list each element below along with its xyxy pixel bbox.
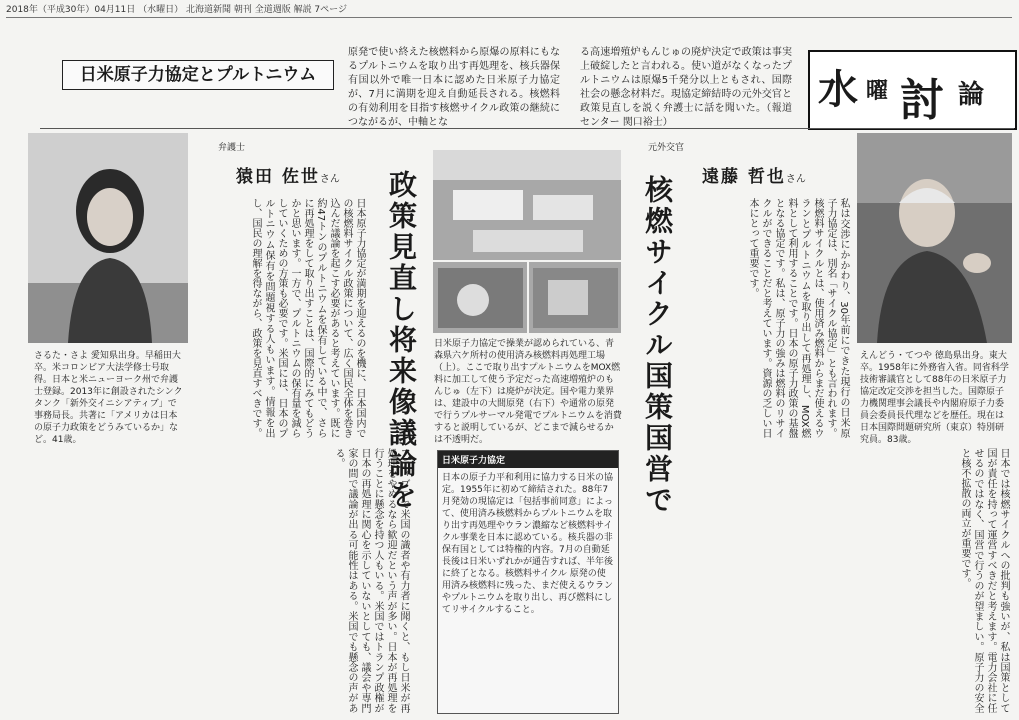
lead-col-2: る高速増殖炉もんじゅの廃炉決定で政策は事実上破綻したと言われる。使い道がなくなったプルトニウムは原爆5千発分以上ともされ、国際社会の懸念材料だ。現協定締結時の元外交官と政策見直しを説く弁護士に話を聞いた。（報道センター 関口裕士） [580, 47, 792, 128]
logo-char-3: 討 [900, 75, 944, 126]
right-person-role: 元外交官 [648, 143, 685, 153]
right-person-name [702, 162, 806, 187]
lead-paragraph [348, 46, 793, 128]
right-person-name-text: 遠藤 哲也 [702, 167, 786, 187]
left-person-body: 日本原子力協定が満期を迎えるのを機に、日本国内での核燃料サイクル政策について、広く国民全体を巻き込んだ議論を起こす必要があると考えています。既に約47トンのプルトニウムを保有している中で、さらに再処理をして取り出すことは、国際的にみてもどうかと思います。一方で、プルトニウムの保有量を減らしていくための方策も必要です。米国には、日本のプルトニウム保有を問題視する人もいます。情報を出し、国民の理解を得ながら、政策を見直すべきです。 [250, 198, 365, 438]
series-logo [808, 50, 1017, 130]
left-person-name [236, 162, 340, 187]
right-headline: 核燃サイクル国策国営で [641, 175, 674, 516]
left-person-bio: さるた・さよ 愛知県出身。早稲田大卒。米コロンビア大法学修士号取得。日本と米ニューヨーク州で弁護士登録。2013年に創設されたシンクタンク「新外交イニシアティブ」で事務局長。共著に「アメリカは日本の原子力政策をどうみているか」など。41歳。 [34, 351, 183, 445]
memo-body: 日本の原子力平和利用に協力する日米の協定。1955年に初めて締結された。88年7月発効の現協定は「包括事前同意」によって、使用済み核燃料からプルトニウムを取り出す再処理やウラン濃縮など核燃料サイクル事業を日本に認めている。核兵器の非保有国としては特権的内容。7月の自動延長後は日米いずれかが通告すれば、半年後に終了となる。核燃料サイクル 原発の使用済み核燃料に残った、まだ使えるウランやプルトニウムを取り出し、再び燃料にしてリサイクルすること。 [442, 473, 614, 615]
right-person-photo [857, 133, 1012, 343]
logo-char-1: 水 [818, 66, 858, 113]
right-person-bio: えんどう・てつや 徳島県出身。東大卒。1958年に外務省入省。同省科学技術審議官として88年の日米原子力協定改定交渉を担当した。国際原子力機関理事会議長や内閣府原子力委員会委員長代理などを歴任。現在は日本国際問題研究所（東京）特別研究員。83歳。 [860, 351, 1009, 445]
logo-char-2: 曜 [866, 78, 889, 104]
article-title: 日米原子力協定とプルトニウム [62, 60, 334, 90]
page-header-dateline: 2018年（平成30年）04月11日 （水曜日） 北海道新聞 朝刊 全道週版 解説 7ページ [6, 3, 1012, 18]
center-photo-facility [433, 150, 621, 333]
lead-col-1: 原発で使い終えた核燃料から原爆の原料にもなるプルトニウムを取り出す再処理を、核兵器保有国以外で唯一日本に認めた日米原子力協定が、7月に満期を迎え自動延長される。核燃料の有効利用を目指す核燃サイクル政策の継続につながるが、中軸とな [348, 47, 560, 128]
center-photo-caption: 日米原子力協定で操業が認められている、青森県六ケ所村の使用済み核燃料再処理工場（上）。ここで取り出すプルトニウムをMOX燃料に加工して使う予定だった高速増殖炉のもんじゅ（左下）は廃炉が決定。国や電力業界は、建設中の大間原発（右下）や通常の原発で行うプルサーマル発電でプルトニウムを消費すると説明しているが、どこまで減らせるかは不透明だ。 [434, 339, 622, 445]
left-person-honorific: さん [319, 174, 340, 185]
left-person-photo [28, 133, 188, 343]
left-headline: 政策見直し将来像議論を [385, 170, 418, 511]
logo-char-4: 論 [958, 80, 985, 110]
right-person-body: 私は交渉にかかわり、30年前にできた現行の日米原子力協定は、別名「サイクル協定」とも言われます。核燃料サイクルとは、使用済み燃料からまだ使えるウランとプルトニウムを取り出して再処理し、MOX燃料として利用することです。日本の原子力政策の基盤となる協定です。私は、原子力の強みは燃料のリサイクルができることだと考えています。資源の乏しい日本にとって重要です。 [747, 198, 849, 438]
section-divider [40, 128, 1014, 129]
left-person-name-text: 猿田 佐世 [236, 167, 320, 187]
column-5-text: アティブ」で米国の識者や有力者に聞くと、もし日米が再処理をやめるなら歓迎だという声が多い。日本が再処理を行うことに懸念を持つ人もいる。米国ではトランプ政権が日本の再処理に関心を示していないとしても、議会や専門家の間で議論が出る可能性はある。米国でも懸念の声がある。 [333, 448, 409, 713]
column-6-text: 日本では核燃サイクルへの批判も強いが、私は国策として国が責任を持って運営すべきだと考えます。電力会社に任せるのではなく、国営で行うのが望ましい。原子力の安全と核不拡散の両立が重要です。 [959, 448, 1009, 713]
right-person-honorific: さん [785, 174, 806, 185]
memo-box [437, 450, 619, 714]
memo-title: 日米原子力協定 [438, 451, 618, 468]
left-person-role: 弁護士 [218, 143, 246, 153]
